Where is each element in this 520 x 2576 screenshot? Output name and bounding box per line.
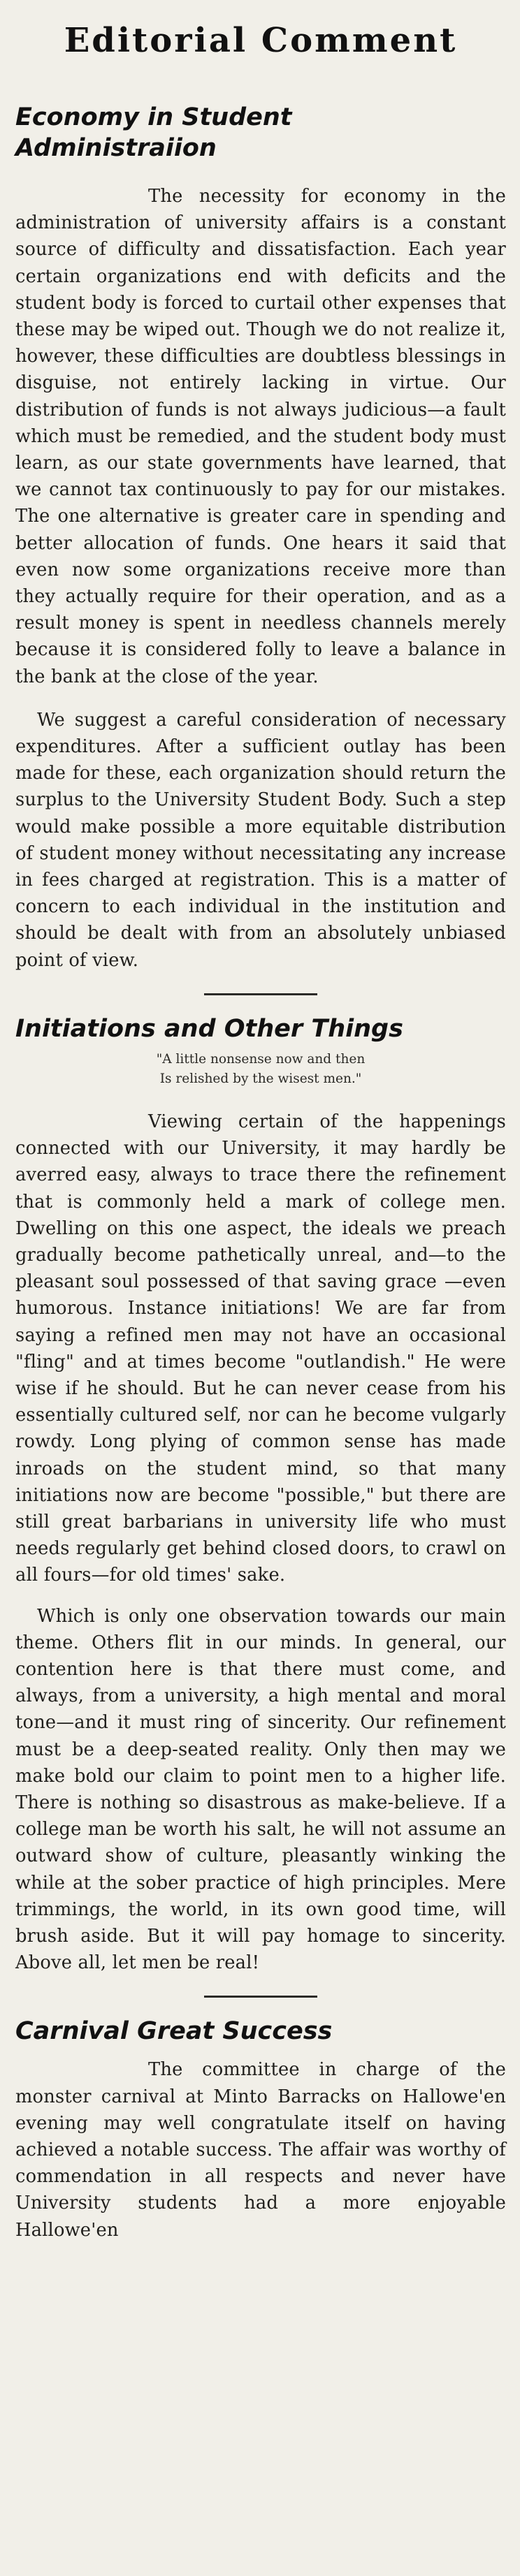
article-body <box>15 183 506 974</box>
paragraph: Viewing certain of the happenings connected with our University, it may hardly be averred easy, always to trace there the refinement that is commonly held a mark of college men. Dwelling on this one aspect, the ideals we preach gradually become pathetically unreal, and—to the pleasant soul possessed of that saving grace —even humorous. Instance initiations! We are far from saying a refined men may not have an occasional "fling" and at times become "outlandish." He were wise if he should. But he can never cease from his essentially cultured self, nor can he become vulgarly rowdy. Long plying of common sense has made inroads on the student mind, so that many initiations now are become "possible," but there are still great barbarians in university life who must needs regularly get behind closed doors, to crawl on all fours—for old times' sake. <box>15 1111 506 1586</box>
article-heading: Carnival Great Success <box>15 2017 333 2046</box>
article-body <box>15 2056 506 2243</box>
article-economy <box>15 102 506 974</box>
article-heading-line: Administraiion <box>15 134 217 162</box>
article-heading-line: Economy in Student <box>15 103 292 131</box>
epigraph-line: "A little nonsense now and then <box>156 1051 366 1067</box>
section-divider <box>204 1996 317 1998</box>
article-heading: Initiations and Other Things <box>15 1014 403 1043</box>
article-heading <box>15 102 506 168</box>
paragraph: Which is only one observation towards our main theme. Others flit in our minds. In general, our contention here is that there must come, and always, from a university, a high mental and moral tone—and it must ring of sincerity. Our refinement must be a deep-seated reality. Only then may we make bold our claim to point men to a higher life. There is nothing so disastrous as make-believe. If a college man be worth his salt, he will not assume an outward show of culture, pleasantly winking the while at the sober practice of high principles. Mere trimmings, the world, in its own good time, will brush aside. But it will pay homage to sincerity. Above all, let men be real! <box>15 1605 506 1974</box>
article-carnival <box>15 2016 506 2243</box>
section-divider <box>204 993 317 995</box>
paragraph: The committee in charge of the monster carnival at Minto Barracks on Hallowe'en evening may well congratulate itself on having achieved a notable success. The affair was worthy of commendation in all respects and never have University students had a more enjoyable Hallowe'en <box>15 2059 506 2241</box>
masthead: Editorial Comment <box>64 21 458 60</box>
epigraph <box>15 1050 506 1089</box>
paragraph: The necessity for economy in the administration of university affairs is a constant source of difficulty and dissatisfaction. Each year certain organizations end with deficits and the student body is forced to curtail other expenses that these may be wiped out. Though we do not realize it, however, these difficulties are doubtless blessings in disguise, not entirely lacking in virtue. Our distribution of funds is not always judicious—a fault which must be remedied, and the student body must learn, as our state governments have learned, that we cannot tax continuously to pay for our mistakes. The one alternative is greater care in spending and better allocation of funds. One hears it said that even now some organizations receive more than they actually require for their operation, and as a result money is spent in needless channels merely because it is considered folly to leave a balance in the bank at the close of the year. <box>15 186 506 687</box>
epigraph-line: Is relished by the wisest men." <box>159 1071 362 1086</box>
article-body <box>15 1108 506 1977</box>
article-initiations <box>15 1013 506 1977</box>
paragraph: We suggest a careful consideration of necessary expenditures. After a sufficient outlay has been made for these, each organization should return the surplus to the University Student Body. Such a step would make possible a more equitable distribution of student money without necessitating any increase in fees charged at registration. This is a matter of concern to each individual in the institution and should be dealt with from an absolutely unbiased point of view. <box>15 709 506 971</box>
